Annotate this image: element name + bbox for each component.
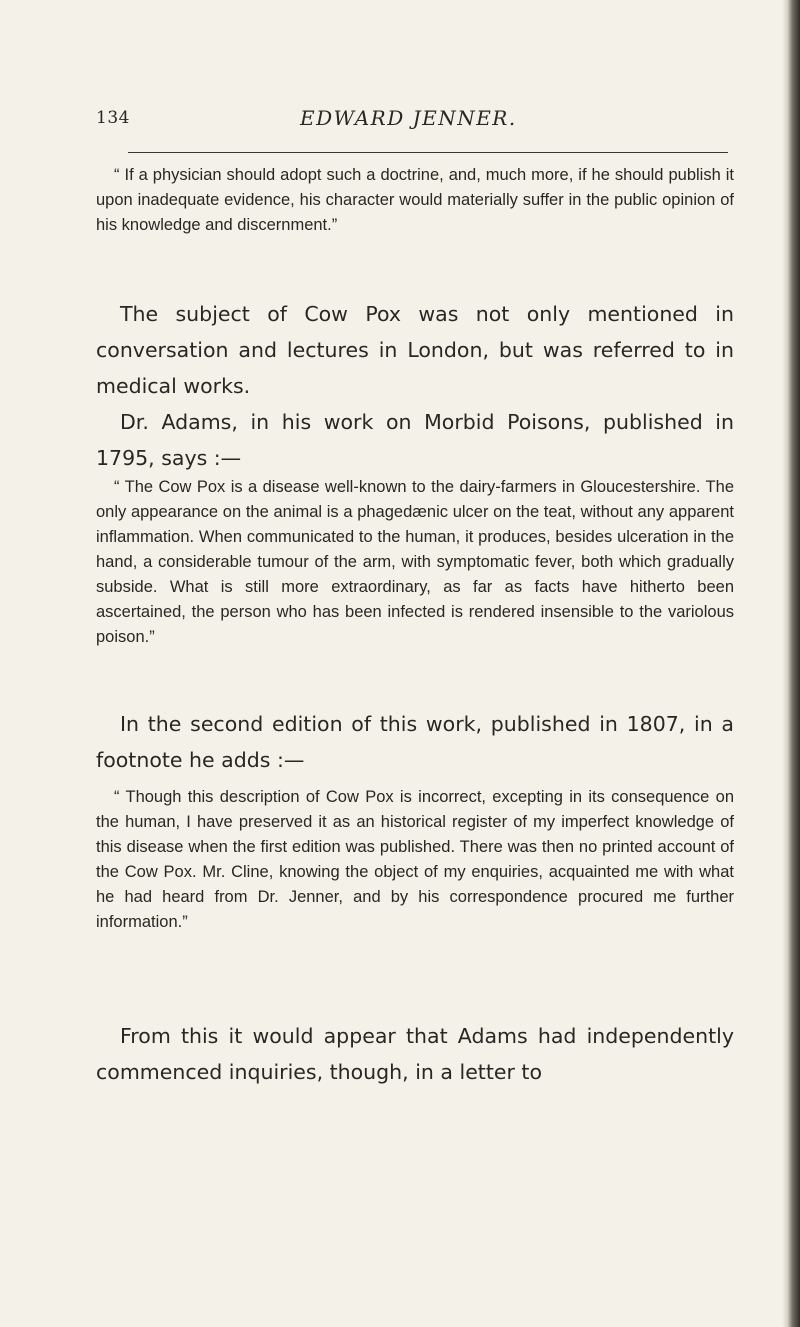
paragraph-adams-inquiries: From this it would appear that Adams had independently commenced inquiries, though, in a letter to (96, 1024, 734, 1084)
quote-adams-cow-pox: “ The Cow Pox is a disease well-known to the dairy-farmers in Gloucestershire. The only appearance on the animal is a phagedænic ulcer on the teat, without any apparent inflammation. When communicated to the human, it produces, besides ulceration in the hand, a considerable tumour of the arm, with symptomatic fever, both which gradually subside. What is still more extraordinary, as far as facts have hitherto been ascertained, the person who has been infected is rendered insensible to the variolous poison.” (96, 478, 734, 646)
page-number: 134 (96, 108, 130, 128)
header-rule (128, 152, 728, 153)
quote-footnote: “ Though this description of Cow Pox is incorrect, excepting in its consequence on the human, I have preserved it as an historical register of my imperfect knowledge of this disease when the first edition was published. There was then no printed account of the Cow Pox. Mr. Cline, knowing the object of my enquiries, acquainted me with what he had heard from Dr. Jenner, and by his correspondence procured me further information.” (96, 788, 734, 931)
running-head: EDWARD JENNER. (300, 106, 517, 130)
paragraph-second-edition: In the second edition of this work, published in 1807, in a footnote he adds :— (96, 712, 734, 772)
quote-physician: “ If a physician should adopt such a doctrine, and, much more, if he should publish it upon inadequate evidence, his character would materially suffer in the public opinion of his knowledge and discernment.” (96, 166, 734, 234)
paragraph-dr-adams: Dr. Adams, in his work on Morbid Poisons, published in 1795, says :— (96, 410, 734, 470)
paragraph-cow-pox-subject: The subject of Cow Pox was not only mentioned in conversation and lectures in London, but was referred to in medical works. (96, 302, 734, 398)
page-edge-shadow (782, 0, 800, 1327)
